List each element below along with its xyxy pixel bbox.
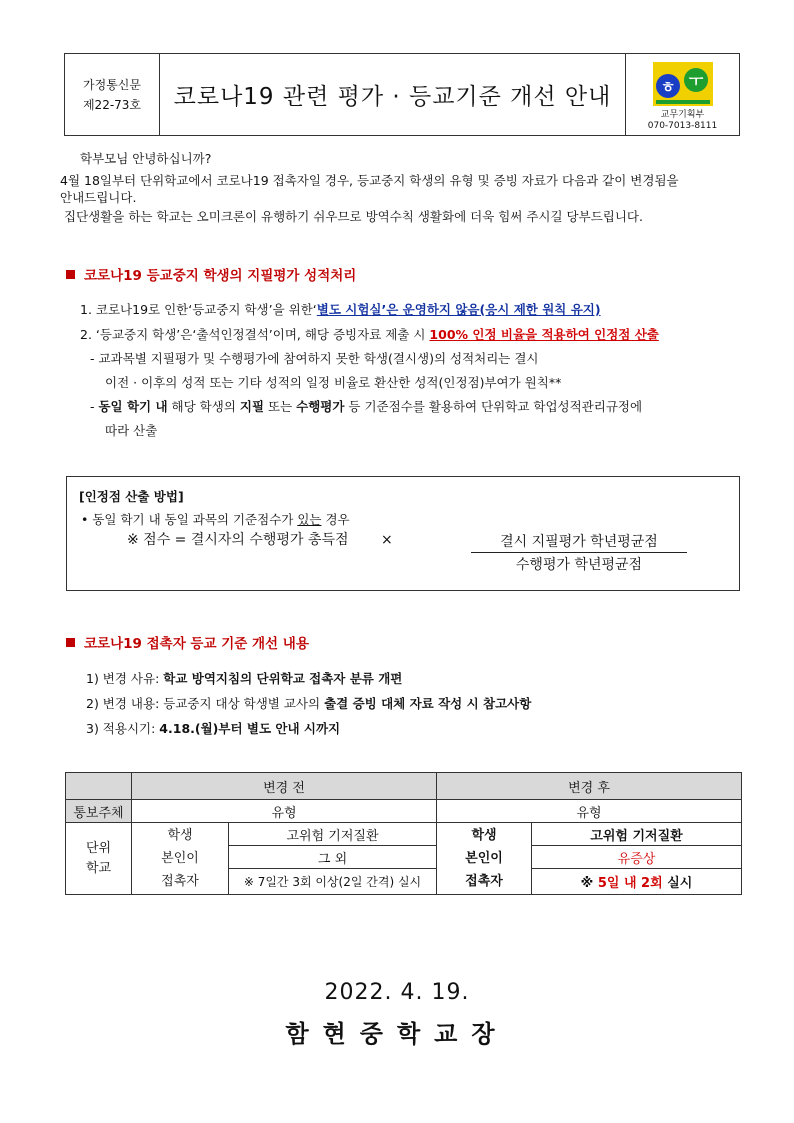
sub2-text-1: 해당 학생의 — [167, 399, 240, 414]
type-before: 유형 — [132, 800, 437, 823]
document-header — [64, 53, 740, 136]
department: 교무기획부 — [660, 110, 705, 120]
section1-title: 코로나19 등교중지 학생의 지필평가 성적처리 — [84, 268, 357, 284]
symptom-after: 유증상 — [532, 846, 742, 869]
svg-text:ㅜ: ㅜ — [688, 72, 703, 90]
type-after: 유형 — [437, 800, 742, 823]
square-bullet-icon — [66, 270, 75, 279]
high-risk-before: 고위험 기저질환 — [229, 823, 437, 846]
formula-left — [127, 529, 393, 549]
head-before: 변경 전 — [132, 773, 437, 800]
page-title: 코로나19 관련 평가 · 등교기준 개선 안내 — [173, 84, 612, 110]
note-after-suffix: 실시 — [662, 876, 693, 891]
square-bullet-icon — [66, 638, 75, 647]
intro-paragraph — [60, 172, 750, 206]
formula-left-text: ※ 점수 = 결시자의 수행평가 총득점 — [127, 532, 349, 548]
table-corner — [66, 773, 132, 800]
greeting: 학부모님 안녕하십니까? — [80, 151, 212, 166]
note-after — [532, 869, 742, 895]
formula-fraction — [471, 531, 687, 574]
section2-item-3 — [86, 720, 340, 737]
fraction-denominator: 수행평가 학년평균점 — [515, 557, 643, 573]
fraction-numerator: 결시 지필평가 학년평균점 — [471, 531, 687, 553]
note-after-highlight: 5일 내 2회 — [597, 876, 663, 891]
section1-sub1-line2: 이전 · 이후의 성적 또는 기타 성적의 일정 비율로 환산한 성적(인정점)부여가 원칙** — [105, 375, 562, 390]
section2-title: 코로나19 접촉자 등교 기준 개선 내용 — [84, 636, 309, 652]
doc-type: 가정통신문 — [83, 77, 141, 92]
high-risk-after: 고위험 기저질환 — [532, 823, 742, 846]
formula-box-bullet — [81, 510, 350, 528]
section2-item-2 — [86, 695, 531, 712]
section2-item-1 — [86, 670, 402, 687]
student-contact-after: 학생 본인이 접촉자 — [437, 823, 532, 895]
item2-highlight: 100% 인정 비율을 적용하여 인정점 산출 — [429, 327, 659, 342]
section1-sub1-line1: - 교과목별 지필평가 및 수행평가에 참여하지 못한 학생(결시생)의 성적처리는 결시 — [90, 351, 539, 366]
head-after: 변경 후 — [437, 773, 742, 800]
section1-item-1 — [80, 301, 601, 318]
principal-signature: 함현중학교장 — [285, 1020, 509, 1048]
s2-item2-bold: 출결 증빙 대체 자료 작성 시 참고사항 — [324, 696, 532, 711]
s2-item3-bold: 4.18.(월)부터 별도 안내 시까지 — [159, 721, 341, 736]
doc-number: 제22-73호 — [82, 97, 142, 112]
bullet-text: • 동일 학기 내 동일 과목의 기준점수가 — [81, 512, 298, 527]
note-before: ※ 7일간 3회 이상(2일 간격) 실시 — [229, 869, 437, 895]
times-sign: × — [380, 532, 393, 548]
student-contact-before: 학생 본인이 접촉자 — [132, 823, 229, 895]
intro-line-1: 4월 18일부터 단위학교에서 코로나19 접촉자일 경우, 등교중지 학생의 유형 및 증빙 자료가 다음과 같이 변경됨을 — [60, 173, 679, 188]
issue-date: 2022. 4. 19. — [324, 980, 470, 1005]
school-logo-icon — [653, 62, 713, 106]
bullet-underline: 있는 — [297, 512, 322, 527]
sub2-text-2: 또는 — [264, 399, 297, 414]
sub2-text-3: 등 기준점수를 활용하여 단위학교 학업성적관리규정에 — [344, 399, 643, 414]
formula-box-title: [인정점 산출 방법] — [79, 489, 184, 504]
other-before: 그 외 — [229, 846, 437, 869]
formula-box — [66, 476, 740, 591]
school-logo-area — [625, 54, 739, 135]
item2-text: 2. ‘등교중지 학생’은‘출석인정결석’이며, 해당 증빙자료 제출 시 — [80, 327, 430, 342]
doc-info — [65, 54, 160, 135]
sub2-dash: - — [90, 399, 99, 414]
svg-text:ㅎ: ㅎ — [660, 78, 675, 96]
sub2-bold-1: 동일 학기 내 — [98, 399, 168, 414]
note-after-prefix: ※ — [580, 876, 598, 891]
intro-line-1b: 안내드립니다. — [60, 190, 137, 205]
section1-item-2 — [80, 326, 659, 343]
item1-text: 1. 코로나19로 인한‘등교중지 학생’을 위한‘ — [80, 302, 317, 317]
sub2-bold-3: 수행평가 — [296, 399, 345, 414]
section2-heading — [66, 632, 309, 652]
sub2-bold-2: 지필 — [239, 399, 265, 414]
notify-label: 통보주체 — [66, 800, 132, 823]
bullet-suffix: 경우 — [321, 512, 350, 527]
item1-highlight: 별도 시험실’은 운영하지 않음(응시 제한 원칙 유지) — [316, 302, 601, 317]
section1-sub2-line1 — [90, 398, 642, 415]
s2-item2-label: 2) 변경 내용: 등교중지 대상 학생별 교사의 — [86, 696, 325, 711]
unit-school: 단위 학교 — [66, 823, 132, 895]
section1-sub2-line2: 따라 산출 — [105, 423, 158, 438]
s2-item1-label: 1) 변경 사유: — [86, 671, 164, 686]
comparison-table — [65, 772, 742, 895]
section1-heading — [66, 264, 356, 284]
phone-number: 070-7013-8111 — [647, 121, 718, 131]
s2-item1-bold: 학교 방역지침의 단위학교 접촉자 분류 개편 — [163, 671, 403, 686]
s2-item3-label: 3) 적용시기: — [86, 721, 160, 736]
intro-line-2: 집단생활을 하는 학교는 오미크론이 유행하기 쉬우므로 방역수칙 생활화에 더욱 힘써 주시길 당부드립니다. — [64, 209, 643, 224]
